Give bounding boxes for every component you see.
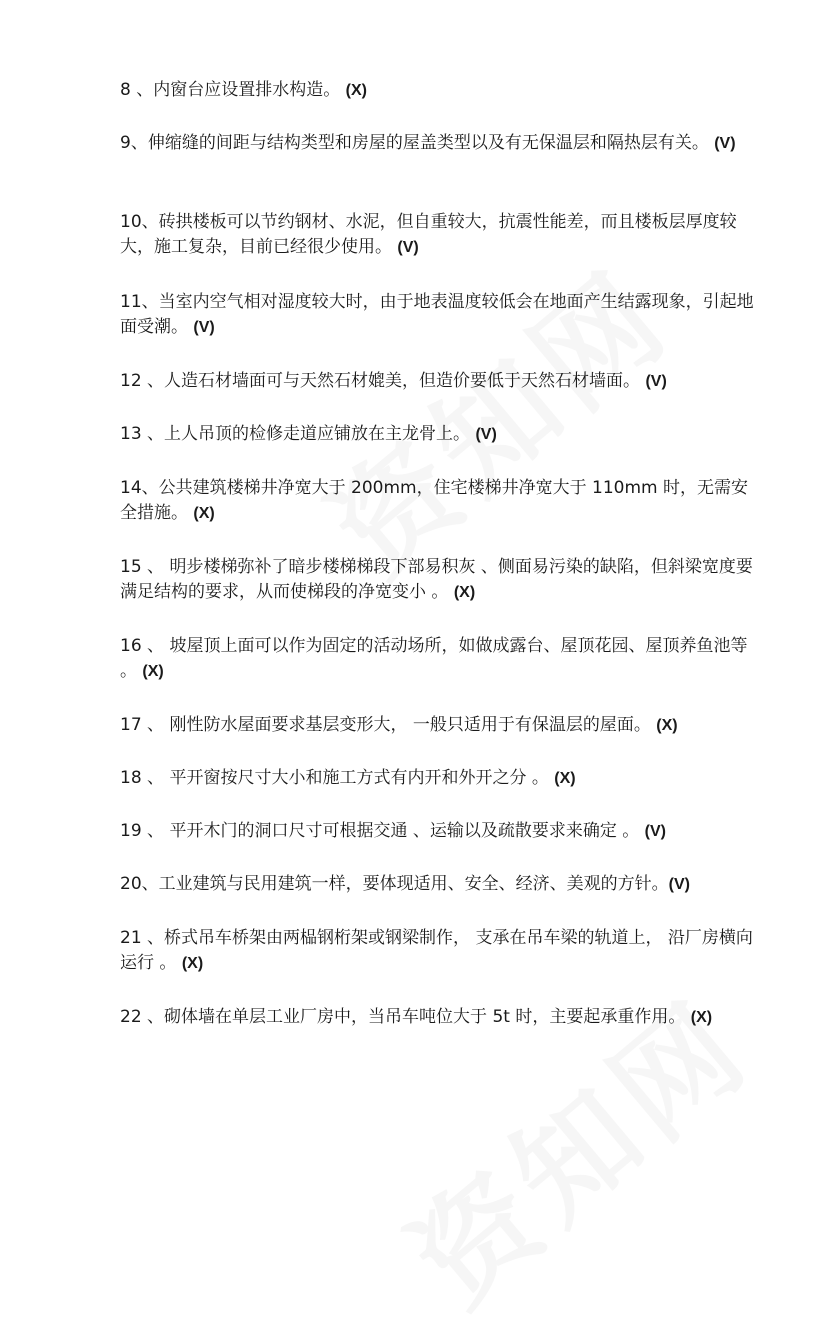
answer-mark: (X) (554, 770, 576, 787)
question-text: 14、公共建筑楼梯井净宽大于 200mm，住宅楼梯井净宽大于 110mm 时，无需安全措施。 (120, 478, 748, 523)
answer-mark: (V) (475, 426, 497, 443)
question-text: 10、砖拱楼板可以节约钢材、水泥，但自重较大，抗震性能差，而且楼板层厚度较大，施工复杂，目前已经很少使用。 (120, 212, 737, 257)
question-text: 16 、 坡屋顶上面可以作为固定的活动场所，如做成露台、屋顶花园、屋顶养鱼池等 。 (120, 636, 748, 681)
question-item (120, 766, 760, 791)
question-text: 8 、内窗台应设置排水构造。 (120, 80, 346, 100)
question-item (120, 369, 760, 394)
question-item (120, 131, 760, 156)
answer-mark: (V) (644, 823, 666, 840)
question-text: 12 、人造石材墙面可与天然石材媲美，但造价要低于天然石材墙面。 (120, 371, 646, 391)
question-item (120, 78, 760, 103)
question-text: 17 、 刚性防水屋面要求基层变形大， 一般只适用于有保温层的屋面。 (120, 715, 657, 735)
question-text: 9、伸缩缝的间距与结构类型和房屋的屋盖类型以及有无保温层和隔热层有关。 (120, 133, 715, 153)
question-item (120, 926, 760, 976)
answer-mark: (V) (397, 239, 419, 256)
question-text: 22 、砌体墙在单层工业厂房中，当吊车吨位大于 5t 时，主要起承重作用。 (120, 1007, 691, 1027)
question-text: 13 、上人吊顶的检修走道应铺放在主龙骨上。 (120, 424, 476, 444)
watermark (290, 225, 699, 607)
question-text: 15 、 明步楼梯弥补了暗步楼梯梯段下部易积灰 、侧面易污染的缺陷，但斜梁宽度要满足结构的要求，从而使梯段的净宽变小 。 (120, 557, 753, 602)
question-item (120, 555, 760, 605)
answer-mark: (X) (142, 663, 164, 680)
question-item (120, 713, 760, 738)
answer-mark: (V) (668, 876, 690, 893)
question-text: 20、工业建筑与民用建筑一样，要体现适用、安全、经济、美观的方针。 (120, 874, 669, 894)
answer-mark: (V) (714, 135, 736, 152)
answer-mark: (V) (645, 373, 667, 390)
question-text: 19 、 平开木门的洞口尺寸可根据交通 、运输以及疏散要求来确定 。 (120, 821, 645, 841)
question-text: 11、当室内空气相对湿度较大时，由于地表温度较低会在地面产生结露现象，引起地面受潮。 (120, 292, 754, 337)
answer-mark: (X) (690, 1009, 713, 1026)
question-item (120, 1005, 760, 1030)
answer-mark: (V) (193, 319, 215, 336)
question-item (120, 634, 760, 684)
answer-mark: (X) (345, 82, 367, 99)
answer-mark: (X) (193, 505, 215, 522)
question-item (120, 872, 760, 897)
question-item (120, 210, 760, 260)
question-item (120, 819, 760, 844)
question-text: 21 、桥式吊车桥架由两榀钢桁架或钢梁制作， 支承在吊车梁的轨道上， 沿厂房横向运行 。 (120, 928, 753, 973)
answer-mark: (X) (656, 717, 678, 734)
question-item (120, 422, 760, 447)
question-text: 18 、 平开窗按尺寸大小和施工方式有内开和外开之分 。 (120, 768, 555, 788)
question-item (120, 290, 760, 340)
answer-mark: (X) (453, 584, 476, 601)
question-item (120, 476, 760, 526)
answer-mark: (X) (181, 955, 204, 972)
